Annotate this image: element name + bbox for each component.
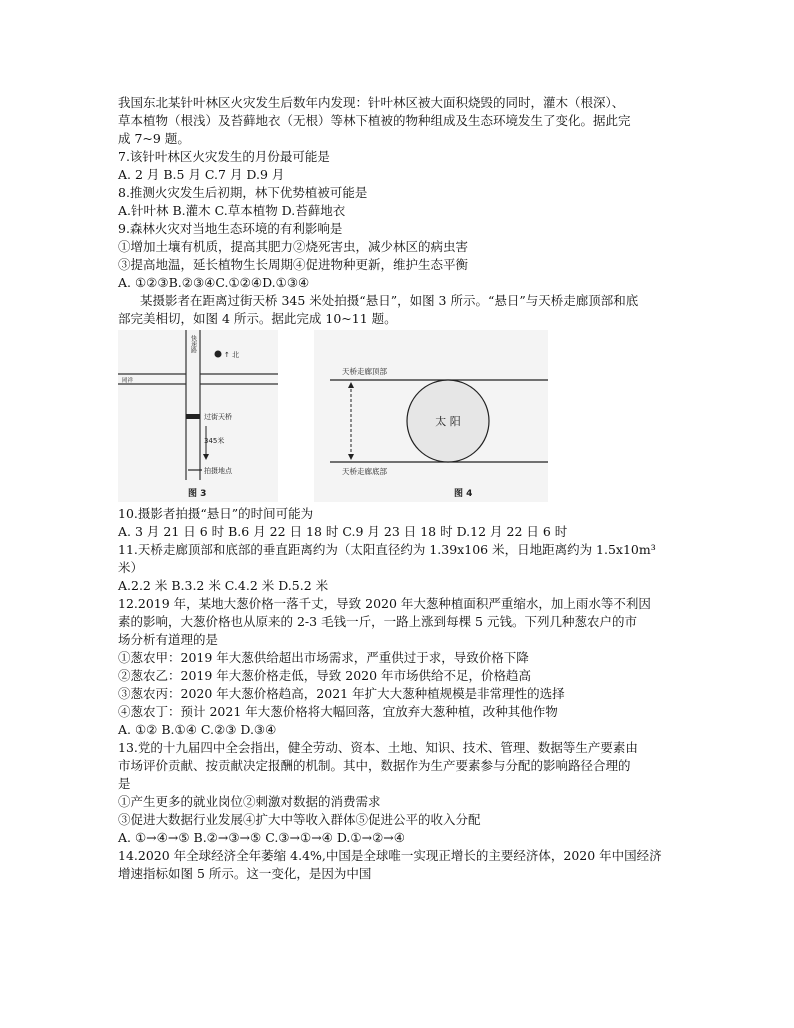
question-13-options: A. ①→④→⑤ B.②→③→⑤ C.③→①→④ D.①→②→④: [118, 830, 405, 845]
question-10: 10.摄影者拍摄“悬日”的时间可能为: [118, 506, 314, 521]
question-8-options: A.针叶林 B.灌木 C.草本植物 D.苔藓地衣: [118, 203, 346, 218]
question-12-statement-1: ①葱农甲：2019 年大葱供给超出市场需求，严重供过于求，导致价格下降: [118, 650, 529, 665]
question-13-statement-2: ③促进大数据行业发展④扩大中等收入群体⑤促进公平的收入分配: [118, 812, 481, 827]
bridge-label: 过街天桥: [204, 413, 232, 421]
spot-label: 拍摄地点: [204, 467, 232, 475]
intro2-line-2: 部完美相切，如图 4 所示。据此完成 10~11 题。: [118, 311, 397, 326]
question-13-line-3: 是: [118, 776, 131, 791]
question-13-line-1: 13.党的十九届四中全会指出，健全劳动、资本、土地、知识、技术、管理、数据等生产要素由: [118, 740, 638, 755]
intro-line-3: 成 7~9 题。: [118, 131, 190, 146]
question-14-line-1: 14.2020 年全球经济全年萎缩 4.4%,中国是全球唯一实现正增长的主要经济体，2020 年中国经济: [118, 848, 662, 863]
bridge-marker: [186, 414, 200, 419]
question-12-options: A. ①② B.①④ C.②③ D.③④: [118, 722, 277, 737]
question-12-statement-4: ④葱农丁：预计 2021 年大葱价格将大幅回落，宜放弃大葱种植，改种其他作物: [118, 704, 558, 719]
question-12-line-1: 12.2019 年，某地大葱价格一落千丈，导致 2020 年大葱种植面积严重缩水，加上雨水等不利因: [118, 596, 651, 611]
question-11-line-2: 米）: [118, 560, 144, 575]
question-9: 9.森林火灾对当地生态环境的有利影响是: [118, 221, 343, 236]
question-10-options: A. 3 月 21 日 6 时 B.6 月 22 日 18 时 C.9 月 23 日 18 时 D.12 月 22 日 6 时: [118, 524, 568, 539]
bridge-bottom-label: 天桥走廊底部: [342, 467, 387, 476]
north-label: ↑ 北: [224, 351, 240, 359]
question-13-statement-1: ①产生更多的就业岗位②刺激对数据的消费需求: [118, 794, 381, 809]
figure-4-caption: 图 4: [454, 489, 473, 499]
question-9-line-2: ③提高地温，延长植物生长周期④促进物种更新，维护生态平衡: [118, 257, 469, 272]
question-11-line-1: 11.天桥走廊顶部和底部的垂直距离约为（太阳直径约为 1.39x106 米，日地距离约为 1.5x10m³: [118, 542, 656, 557]
bridge-top-label: 天桥走廊顶部: [342, 367, 387, 376]
intro-line-2: 草本植物（根浅）及苔藓地衣（无根）等林下植被的物种组成及生态环境发生了变化。据此完: [118, 113, 631, 128]
question-9-line-1: ①增加土壤有机质，提高其肥力②烧死害虫，减少林区的病虫害: [118, 239, 469, 254]
road-label: 快速路: [189, 335, 197, 353]
figure-3: [118, 330, 278, 502]
figure-3-caption: 图 3: [188, 489, 207, 499]
question-8: 8.推测火灾发生后初期，林下优势植被可能是: [118, 185, 368, 200]
distance-label: 345米: [204, 437, 225, 445]
north-marker-icon: [215, 351, 222, 358]
intro-line-1: 我国东北某针叶林区火灾发生后数年内发现：针叶林区被大面积烧毁的同时，灌木（根深）、: [118, 95, 625, 110]
question-12-statement-2: ②葱农乙：2019 年大葱价格走低，导致 2020 年市场供给不足，价格趋高: [118, 668, 532, 683]
question-11-options: A.2.2 米 B.3.2 米 C.4.2 米 D.5.2 米: [118, 578, 329, 593]
question-13-line-2: 市场评价贡献、按贡献决定报酬的机制。其中，数据作为生产要素参与分配的影响路径合理的: [118, 758, 631, 773]
question-7: 7.该针叶林区火灾发生的月份最可能是: [118, 149, 330, 164]
sun-label: 太 阳: [435, 415, 461, 428]
intro2-line-1: 某摄影者在距离过街天桥 345 米处拍摄“悬日”，如图 3 所示。“悬日”与天桥走廊顶部和底: [140, 293, 639, 308]
figure-4: [314, 330, 548, 502]
question-7-options: A. 2 月 B.5 月 C.7 月 D.9 月: [118, 167, 285, 182]
question-9-options: A. ①②③B.②③④C.①②④D.①③④: [118, 275, 310, 290]
question-14-line-2: 增速指标如图 5 所示。这一变化，是因为中国: [118, 866, 372, 881]
question-12-line-2: 素的影响，大葱价格也从原来的 2-3 毛钱一斤，一路上涨到每棵 5 元钱。下列几种葱农户的市: [118, 614, 637, 629]
question-12-statement-3: ③葱农丙：2020 年大葱价格趋高，2021 年扩大大葱种植规模是非常理性的选择: [118, 686, 565, 701]
figures-3-4: [118, 330, 548, 502]
question-12-line-3: 场分析有道理的是: [118, 632, 219, 647]
side-road-label: 岡祥: [122, 378, 134, 384]
